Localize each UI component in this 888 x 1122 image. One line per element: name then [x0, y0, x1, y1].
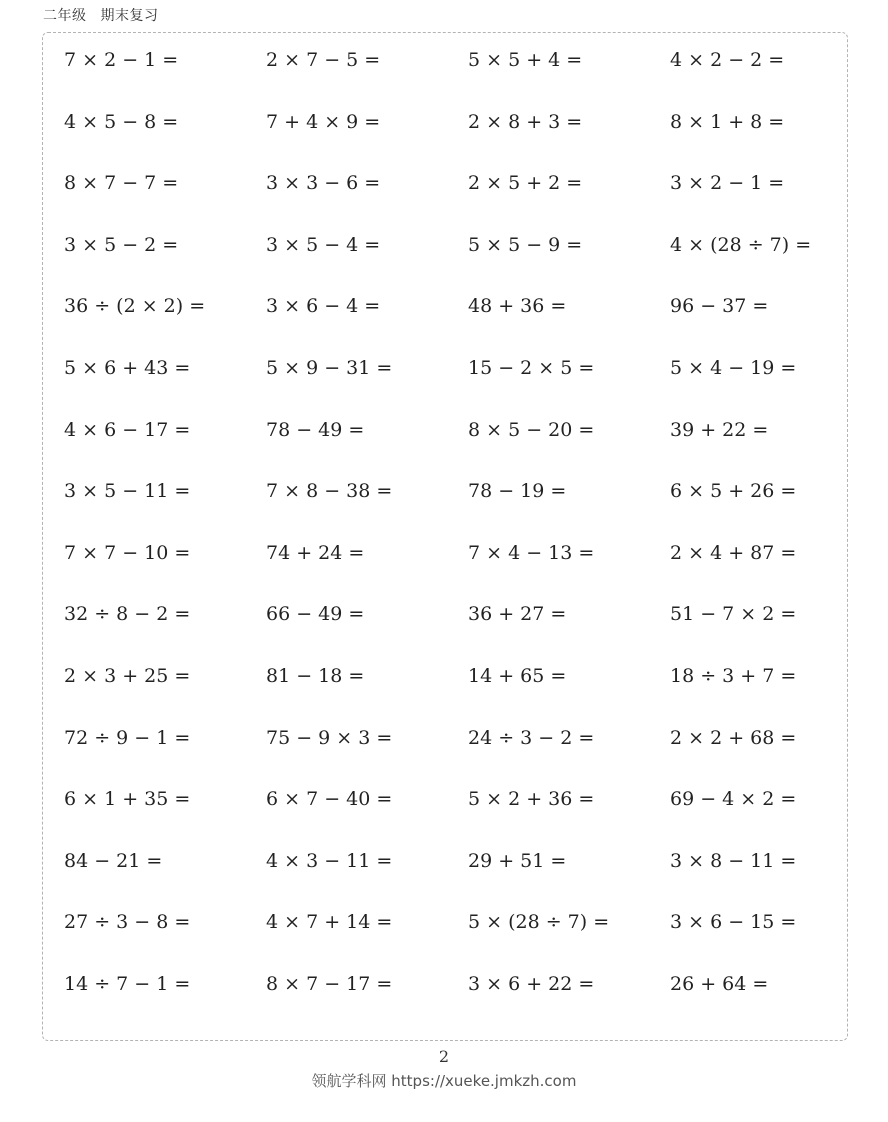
- problem: 7 × 7 − 10 =: [64, 541, 191, 564]
- problem: 3 × 5 − 4 =: [266, 233, 381, 256]
- problem: 6 × 7 − 40 =: [266, 788, 393, 811]
- problem: 2 × 3 + 25 =: [64, 665, 191, 687]
- problem: 4 × 3 − 11 =: [266, 849, 393, 872]
- problem: 5 × 4 − 19 =: [670, 357, 797, 379]
- problem: 3 × 6 + 22 =: [468, 973, 595, 995]
- problem: 6 × 1 + 35 =: [64, 788, 191, 811]
- problem: 36 ÷ (2 × 2) =: [64, 295, 206, 318]
- problem: 2 × 8 + 3 =: [468, 110, 583, 133]
- problem-row: [64, 414, 864, 446]
- problem: 8 × 7 − 17 =: [266, 973, 393, 995]
- problem: 26 + 64 =: [670, 973, 769, 995]
- problem: 75 − 9 × 3 =: [266, 726, 393, 749]
- problem: 32 ÷ 8 − 2 =: [64, 603, 191, 626]
- problem-row: [64, 290, 864, 322]
- grade-label: 二年级: [43, 8, 87, 24]
- problem-row: [64, 906, 864, 938]
- problem-row: [64, 229, 864, 261]
- problem: 4 × (28 ÷ 7) =: [670, 233, 812, 256]
- problem: 2 × 4 + 87 =: [670, 541, 797, 564]
- problem: 66 − 49 =: [266, 603, 365, 626]
- problem: 78 − 19 =: [468, 480, 567, 503]
- problem-row: [64, 537, 864, 569]
- problem: 24 ÷ 3 − 2 =: [468, 726, 595, 749]
- problem: 3 × 6 − 4 =: [266, 295, 381, 318]
- problem-row: [64, 660, 864, 692]
- problem-row: [64, 845, 864, 877]
- problem: 6 × 5 + 26 =: [670, 480, 797, 503]
- problem: 81 − 18 =: [266, 665, 365, 687]
- problem-row: [64, 598, 864, 630]
- problem: 8 × 1 + 8 =: [670, 110, 785, 133]
- problem: 2 × 5 + 2 =: [468, 172, 583, 195]
- problem: 72 ÷ 9 − 1 =: [64, 726, 191, 749]
- problem-row: [64, 44, 864, 76]
- problem: 27 ÷ 3 − 8 =: [64, 911, 191, 934]
- problem: 84 − 21 =: [64, 849, 163, 872]
- problem: 5 × 5 − 9 =: [468, 233, 583, 256]
- problem-row: [64, 722, 864, 754]
- problem: 4 × 2 − 2 =: [670, 49, 785, 71]
- problem: 51 − 7 × 2 =: [670, 603, 797, 626]
- problem: 3 × 3 − 6 =: [266, 172, 381, 195]
- problem: 7 × 2 − 1 =: [64, 49, 179, 71]
- problem-row: [64, 968, 864, 1000]
- problem: 3 × 5 − 2 =: [64, 233, 179, 256]
- watermark-text: 领航学科网 https://xueke.jmkzh.com: [311, 1072, 577, 1090]
- problem: 3 × 5 − 11 =: [64, 480, 191, 503]
- problem-row: [64, 106, 864, 138]
- problem: 5 × 2 + 36 =: [468, 788, 595, 811]
- problem: 96 − 37 =: [670, 295, 769, 318]
- problem: 78 − 49 =: [266, 418, 365, 441]
- problem: 2 × 7 − 5 =: [266, 49, 381, 71]
- problem: 7 × 4 − 13 =: [468, 541, 595, 564]
- worksheet-header: [43, 5, 159, 25]
- problem-row: [64, 783, 864, 815]
- problem: 74 + 24 =: [266, 541, 365, 564]
- problem: 15 − 2 × 5 =: [468, 357, 595, 379]
- problem: 3 × 6 − 15 =: [670, 911, 797, 934]
- problem: 69 − 4 × 2 =: [670, 788, 797, 811]
- problem: 5 × 9 − 31 =: [266, 357, 393, 379]
- problem: 29 + 51 =: [468, 849, 567, 872]
- problem: 5 × 6 + 43 =: [64, 357, 191, 379]
- problem: 5 × (28 ÷ 7) =: [468, 911, 610, 934]
- problem: 4 × 5 − 8 =: [64, 110, 179, 133]
- problem: 39 + 22 =: [670, 418, 769, 441]
- problem: 18 ÷ 3 + 7 =: [670, 665, 797, 687]
- problem: 36 + 27 =: [468, 603, 567, 626]
- subject-label: 期末复习: [100, 8, 159, 24]
- problem: 3 × 8 − 11 =: [670, 849, 797, 872]
- problem: 4 × 6 − 17 =: [64, 418, 191, 441]
- problem: 8 × 5 − 20 =: [468, 418, 595, 441]
- problem: 2 × 2 + 68 =: [670, 726, 797, 749]
- problem: 48 + 36 =: [468, 295, 567, 318]
- problem-row: [64, 167, 864, 199]
- problem: 14 + 65 =: [468, 665, 567, 687]
- page-number: 2: [438, 1047, 450, 1066]
- problem: 14 ÷ 7 − 1 =: [64, 973, 191, 995]
- problem: 7 × 8 − 38 =: [266, 480, 393, 503]
- problem: 4 × 7 + 14 =: [266, 911, 393, 934]
- problem: 5 × 5 + 4 =: [468, 49, 583, 71]
- problem: 7 + 4 × 9 =: [266, 110, 381, 133]
- problem: 8 × 7 − 7 =: [64, 172, 179, 195]
- problem-row: [64, 475, 864, 507]
- problem-row: [64, 352, 864, 384]
- problem: 3 × 2 − 1 =: [670, 172, 785, 195]
